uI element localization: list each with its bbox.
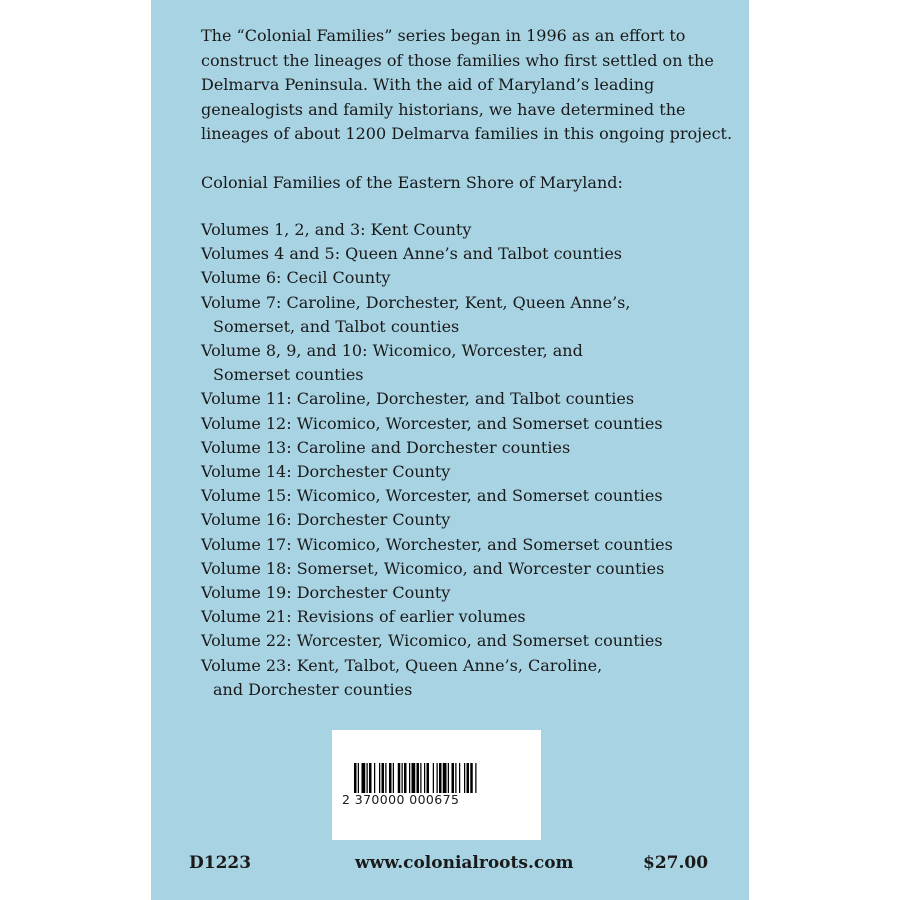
volume-line: Volume 7: Caroline, Dorchester, Kent, Queen Anne’s, [201,292,631,312]
volume-list-item [201,629,673,653]
volume-line: Volume 18: Somerset, Wicomico, and Worcester counties [201,558,665,578]
barcode-bar [439,763,442,793]
volume-list-item [201,557,673,581]
barcode-bar [374,763,375,793]
barcode-bar [367,763,368,793]
volume-line: Volume 19: Dorchester County [201,583,451,603]
barcode-bar [467,763,470,793]
volume-line: Volume 17: Wicomico, Worchester, and Somerset counties [201,534,673,554]
volume-list-item [201,266,673,290]
volume-list-item [201,218,673,242]
volume-line: Volume 23: Kent, Talbot, Queen Anne’s, Caroline, [201,655,603,675]
barcode-bar [417,763,420,793]
barcode-bar [459,763,460,793]
volume-list-item [201,460,673,484]
barcode-bar [362,763,366,793]
intro-line: construct the lineages of those families who first settled on the [201,50,714,70]
barcode-bar [393,763,394,793]
volume-list-item [201,387,673,411]
intro-line: The “Colonial Families” series began in 1996 as an effort to [201,26,686,45]
barcode-bar [369,763,372,793]
barcode-bar [424,763,425,793]
barcode-bar [379,763,380,793]
volume-list-item [201,436,673,460]
barcode-bar [452,763,455,793]
volume-line: Volume 14: Dorchester County [201,462,451,482]
volume-list-item [201,242,673,266]
volume-list-item [201,581,673,605]
volume-list-item [201,484,673,508]
volume-line: Volume 16: Dorchester County [201,510,451,530]
volume-list-item [201,508,673,532]
volume-list [201,218,673,702]
barcode-bar [443,763,447,793]
product-code: D1223 [189,853,252,873]
volume-list-item [201,533,673,557]
volume-list-item [201,654,673,702]
barcode-bar [402,763,403,793]
barcode-bar [382,763,385,793]
barcode-digits: 2 370000 000675 [342,792,460,807]
barcode-bar [448,763,449,793]
volume-list-heading: Colonial Families of the Eastern Shore of Maryland: [201,173,623,192]
volume-line-continued: Somerset, and Talbot counties [213,316,460,336]
website-url: www.colonialroots.com [355,853,574,873]
volume-line: Volume 13: Caroline and Dorchester counties [201,437,571,457]
barcode-bar [427,763,430,793]
back-cover [151,0,749,900]
volume-line: Volume 15: Wicomico, Worcester, and Somerset counties [201,486,663,506]
volume-line-continued: Somerset counties [213,365,364,385]
volume-line: Volumes 1, 2, and 3: Kent County [201,220,472,239]
volume-list-item [201,291,673,339]
intro-line: Delmarva Peninsula. With the aid of Maryland’s leading [201,75,655,94]
barcode-bar [455,763,456,793]
barcode-bar [420,763,421,793]
barcode-bar [389,763,392,793]
barcode-bar [358,763,359,793]
volume-line: Volumes 4 and 5: Queen Anne’s and Talbot counties [201,244,623,264]
barcode-bar [437,763,438,793]
barcode-icon [354,763,520,793]
barcode-bar [464,763,465,793]
intro-paragraph [201,24,733,147]
intro-line: genealogists and family historians, we have determined the [201,99,686,119]
volume-line: Volume 12: Wicomico, Worcester, and Somerset counties [201,413,663,433]
barcode-bar [404,763,407,793]
volume-list-item [201,605,673,629]
volume-list-item [201,412,673,436]
intro-line: lineages of about 1200 Delmarva families in this ongoing project. [201,124,733,143]
barcode-bar [385,763,386,793]
volume-line: Volume 6: Cecil County [201,268,391,288]
price: $27.00 [643,853,709,873]
barcode-bar [470,763,473,793]
barcode-bar [412,763,416,793]
volume-line-continued: and Dorchester counties [213,679,413,699]
volume-line: Volume 8, 9, and 10: Wicomico, Worcester, and [201,341,583,361]
volume-line: Volume 11: Caroline, Dorchester, and Talbot counties [201,389,635,409]
volume-list-item [201,339,673,387]
barcode-bar [475,763,476,793]
volume-line: Volume 21: Revisions of earlier volumes [201,607,526,627]
barcode-label [332,730,541,840]
barcode-bar [433,763,434,793]
volume-line: Volume 22: Worcester, Wicomico, and Somerset counties [201,631,663,651]
barcode-bar [354,763,357,793]
barcode-bar [409,763,410,793]
barcode-bar [398,763,401,793]
